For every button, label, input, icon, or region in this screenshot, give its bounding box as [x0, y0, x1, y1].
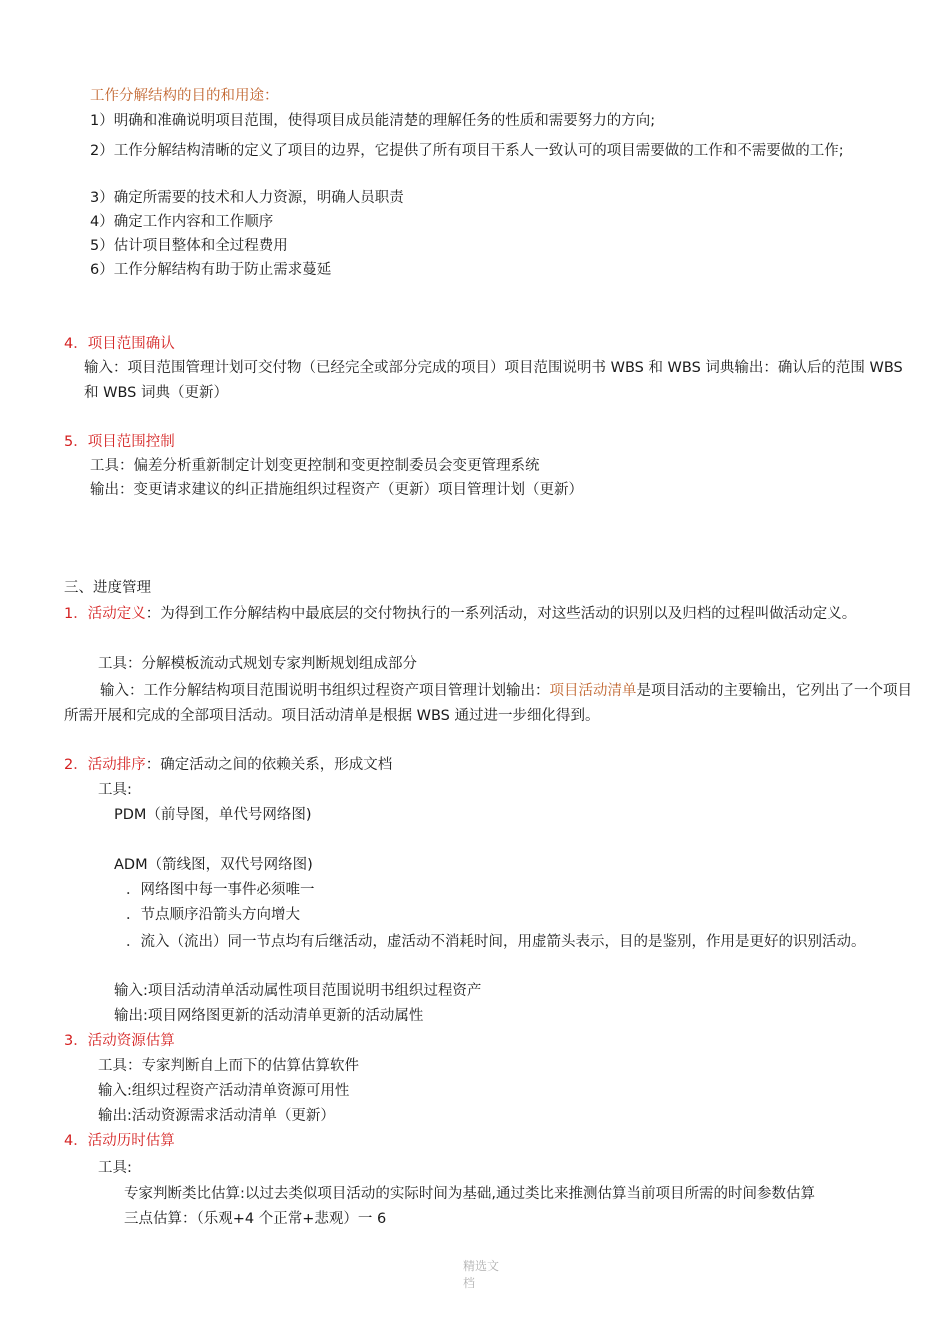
- activity-sequencing: [64, 755, 392, 775]
- activity-definition-number: 1．: [64, 606, 88, 622]
- wbs-purpose-item-6: 6）工作分解结构有助于防止需求蔓延: [90, 262, 332, 278]
- wbs-purpose-item-2: 2）工作分解结构清晰的定义了项目的边界，它提供了所有项目干系人一致认可的项目需要做的工作和不需要做的工作;: [90, 143, 844, 159]
- scope-control-tools: 工具：偏差分析重新制定计划变更控制和变更控制委员会变更管理系统: [90, 458, 540, 474]
- adm-rule-2: ．节点顺序沿箭头方向增大: [126, 907, 300, 923]
- activity-sequencing-input: 输入:项目活动清单活动属性项目范围说明书组织过程资产: [114, 983, 482, 999]
- wbs-purpose-item-4: 4）确定工作内容和工作顺序: [90, 214, 274, 230]
- footer-watermark: 精选文档: [463, 1259, 500, 1290]
- activity-sequencing-term: 活动排序: [87, 757, 146, 773]
- activity-definition-io: [64, 679, 916, 729]
- adm-rule-3: ．流入（流出）同一节点均有后继活动，虚活动不消耗时间，用虚箭头表示，目的是鉴别，作用是更好的识别活动。: [126, 934, 866, 950]
- wbs-purpose-title: 工作分解结构的目的和用途：: [90, 88, 279, 104]
- three-point-estimating: 三点估算：（乐观+4 个正常+悲观）一 6: [124, 1211, 387, 1227]
- adm-rule-1: ．网络图中每一事件必须唯一: [126, 882, 315, 898]
- activity-sequencing-output: 输出:项目网络图更新的活动清单更新的活动属性: [114, 1008, 424, 1024]
- chapter-heading: 三、进度管理: [64, 580, 151, 596]
- pdm-method: PDM（前导图，单代号网络图): [114, 807, 312, 823]
- scope-verification-io: 输入：项目范围管理计划可交付物（已经完全或部分完成的项目）项目范围说明书 WBS 和 WBS 词典输出：确认后的范围 WBS 和 WBS 词典（更新）: [84, 360, 903, 401]
- duration-estimating-heading: 4．活动历时估算: [64, 1133, 175, 1149]
- wbs-purpose-item-1: 1）明确和准确说明项目范围，使得项目成员能清楚的理解任务的性质和需要努力的方向;: [90, 113, 656, 129]
- resource-estimating-heading: 3．活动资源估算: [64, 1033, 175, 1049]
- duration-estimating-tools: 工具:: [98, 1160, 132, 1176]
- resource-estimating-input: 输入:组织过程资产活动清单资源可用性: [98, 1083, 350, 1099]
- scope-verification-heading: 4．项目范围确认: [64, 336, 175, 352]
- activity-definition-tools: 工具：分解模板流动式规划专家判断规划组成部分: [98, 656, 417, 672]
- resource-estimating-output: 输出:活动资源需求活动清单（更新）: [98, 1108, 335, 1124]
- activity-definition-term: 活动定义: [87, 606, 146, 622]
- activity-definition: [64, 602, 916, 627]
- adm-method: ADM（箭线图，双代号网络图): [114, 857, 313, 873]
- activity-list-highlight: 项目活动清单: [549, 683, 637, 699]
- resource-estimating-tools: 工具：专家判断自上而下的估算估算软件: [98, 1058, 359, 1074]
- expert-analogous-estimating: 专家判断类比估算:以过去类似项目活动的实际时间为基础,通过类比来推测估算当前项目所需的时间参数估算: [124, 1186, 815, 1202]
- activity-sequencing-tools: 工具:: [98, 782, 132, 798]
- scope-control-heading: 5．项目范围控制: [64, 434, 175, 450]
- activity-definition-io-rest: 是项目活动的主要输出，它列出了一个项目所需开展和完成的全部项目活动。项目活动清单是根据 WBS 通过进一步细化得到。: [64, 683, 912, 724]
- activity-definition-text: ：为得到工作分解结构中最底层的交付物执行的一系列活动，对这些活动的识别以及归档的过程叫做活动定义。: [145, 606, 857, 622]
- activity-sequencing-number: 2．: [64, 757, 88, 773]
- activity-sequencing-text: ：确定活动之间的依赖关系，形成文档: [145, 757, 393, 773]
- wbs-purpose-item-3: 3）确定所需要的技术和人力资源，明确人员职责: [90, 190, 404, 206]
- wbs-purpose-item-5: 5）估计项目整体和全过程费用: [90, 238, 288, 254]
- activity-definition-io-text: 输入：工作分解结构项目范围说明书组织过程资产项目管理计划输出：: [100, 683, 550, 699]
- scope-control-output: 输出：变更请求建议的纠正措施组织过程资产（更新）项目管理计划（更新）: [90, 482, 583, 498]
